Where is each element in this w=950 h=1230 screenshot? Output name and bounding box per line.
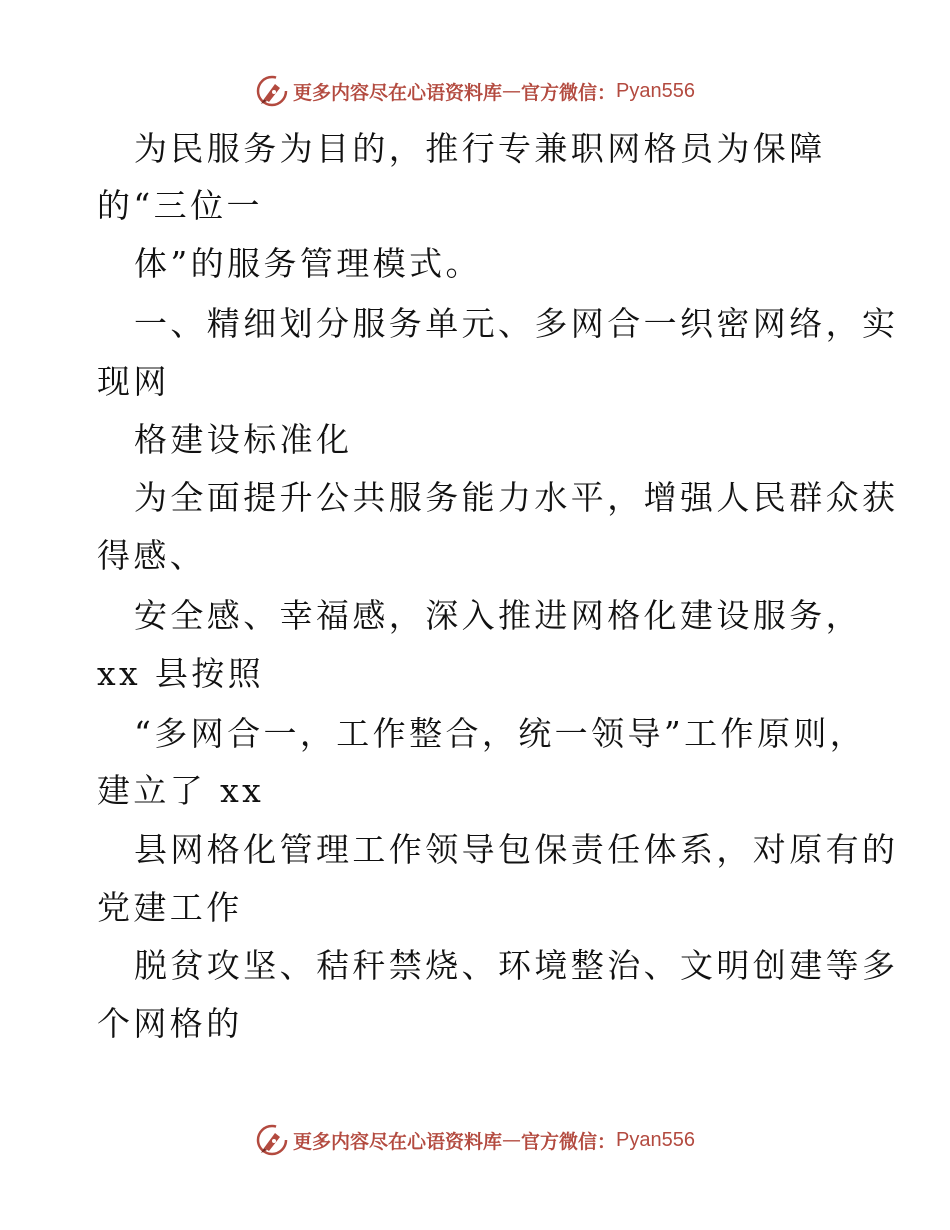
doc-line: 县网格化管理工作领导包保责任体系，对原有的 — [134, 830, 899, 869]
watermark-dash: — — [502, 1129, 522, 1151]
watermark-label: 官方微信： — [521, 1130, 617, 1153]
doc-line: 格建设标准化 — [134, 420, 353, 459]
doc-line: xx 县按照 — [97, 654, 265, 693]
doc-line: 现网 — [97, 362, 170, 401]
doc-line: 为全面提升公共服务能力水平，增强人民群众获 — [134, 478, 899, 517]
watermark-id: Pyan556 — [616, 79, 695, 102]
doc-line: 得感、 — [97, 536, 207, 575]
doc-line: 安全感、幸福感，深入推进网格化建设服务， — [134, 596, 862, 635]
watermark-label: 官方微信： — [521, 81, 617, 104]
pen-logo-icon — [255, 1123, 289, 1157]
watermark-text: 更多内容尽在心语资料库 — [293, 81, 503, 104]
doc-line: 体”的服务管理模式。 — [134, 244, 482, 283]
header-watermark-banner — [0, 71, 950, 111]
watermark-id: Pyan556 — [616, 1128, 695, 1151]
doc-line: 脱贫攻坚、秸秆禁烧、环境整治、文明创建等多 — [134, 946, 899, 985]
doc-line: 党建工作 — [97, 888, 243, 927]
doc-line: 建立了 xx — [97, 771, 265, 810]
watermark-text: 更多内容尽在心语资料库 — [293, 1130, 503, 1153]
pen-logo-icon — [255, 74, 289, 108]
footer-watermark-banner — [0, 1120, 950, 1160]
doc-line: 的“三位一 — [97, 186, 263, 225]
watermark-dash: — — [502, 80, 522, 102]
doc-line: 一、精细划分服务单元、多网合一织密网络，实 — [134, 304, 899, 343]
doc-line: “多网合一，工作整合，统一领导”工作原则， — [134, 714, 867, 753]
doc-line: 为民服务为目的，推行专兼职网格员为保障 — [134, 129, 826, 168]
doc-line: 个网格的 — [97, 1004, 243, 1043]
